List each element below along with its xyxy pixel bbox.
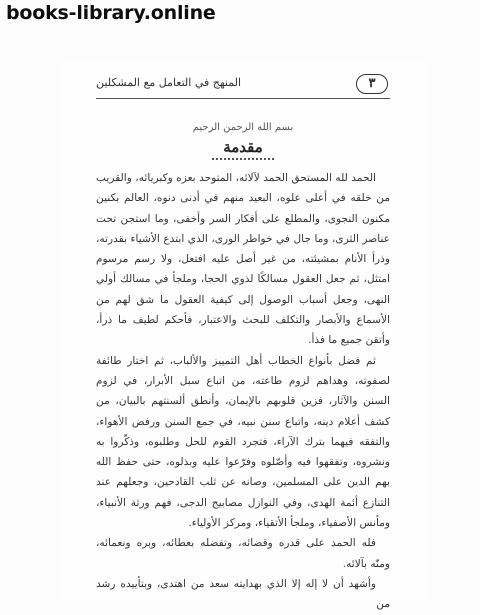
paragraph: وأشهد أن لا إله إلا الذي بهدايته سعد من اهتدى، وبتأييده رشد من: [96, 577, 390, 611]
paragraph: فله الحمد على قدره وقضائه، وتفضله بعطائه، وبره ونعمائه، ومنّه بآلائه.: [96, 537, 390, 570]
title-ornament: [212, 158, 274, 164]
page-header: [96, 74, 390, 96]
header-divider: [96, 98, 390, 99]
basmala-calligraphy: بسم الله الرحمن الرحيم: [192, 122, 294, 133]
page-number: ٣: [356, 74, 388, 94]
site-watermark: books-library.online: [6, 2, 216, 24]
running-title: المنهج في التعامل مع المشكلين: [96, 76, 242, 89]
paragraph: الحمد لله المستحق الحمد لآلائه، المتوحد بعزه وكبريائه، والقريب من خلقه في أعلى علوه، البعيد منهم في أدنى دنوه، العالم بكنين مكنون النجوى، والمطلع على أفكار السر وأخفى، وما استجن تحت عناصر الثرى، وما جال في خواطر الورى، الذي ابتدع الأشياء بقدرته، وذرأ الأنام بمشيئته، من غير أصل عليه افتعل، ولا رسم مرسوم امتثل، ثم جعل العقول مسالكًا لذوي الحجا، وملجأ في مسالك أولي النهى، وجعل أسباب الوصول إلى كيفية العقول ما شق لهم من الأسماع والأبصار والتكلف للبحث والاعتبار، فأحكم لطيف ما ذرأ، وأتقن جميع ما فذأ.: [96, 172, 390, 347]
body-text: [96, 168, 390, 615]
section-title: مقدمة: [223, 138, 263, 156]
book-page: [60, 60, 426, 611]
paragraph: ثم فضل بأنواع الخطاب أهل التمييز والألباب، ثم اختار طائفة لصفوته، وهداهم لزوم طاعته، من اتباع سبل الأبرار، في لزوم السنن والآثار، فزين قلوبهم بالإيمان، وأنطق ألسنتهم بالبيان، من كشف أعلام دينه، واتباع سنن نبيه، في جمع السنن ورفض الأهواء، والتفقه فيهما بترك الآراء، فتجرد القوم للحل وطلبوه، وذكّروا به ونشروه، وتفقهوا فيه وأصّلوه وفرّعوا عليه وبذلوه، حتى حفظ الله بهم الدين على المسلمين، وصانه عن ثلب القادحين، وجعلهم عند التنازع أئمة الهدى، وفي النوازل مصابيح الدجى، فهم ورثة الأنبياء، ومأنس الأصفياء، وملجأ الأتقياء، ومركز الأولياء.: [96, 354, 390, 530]
